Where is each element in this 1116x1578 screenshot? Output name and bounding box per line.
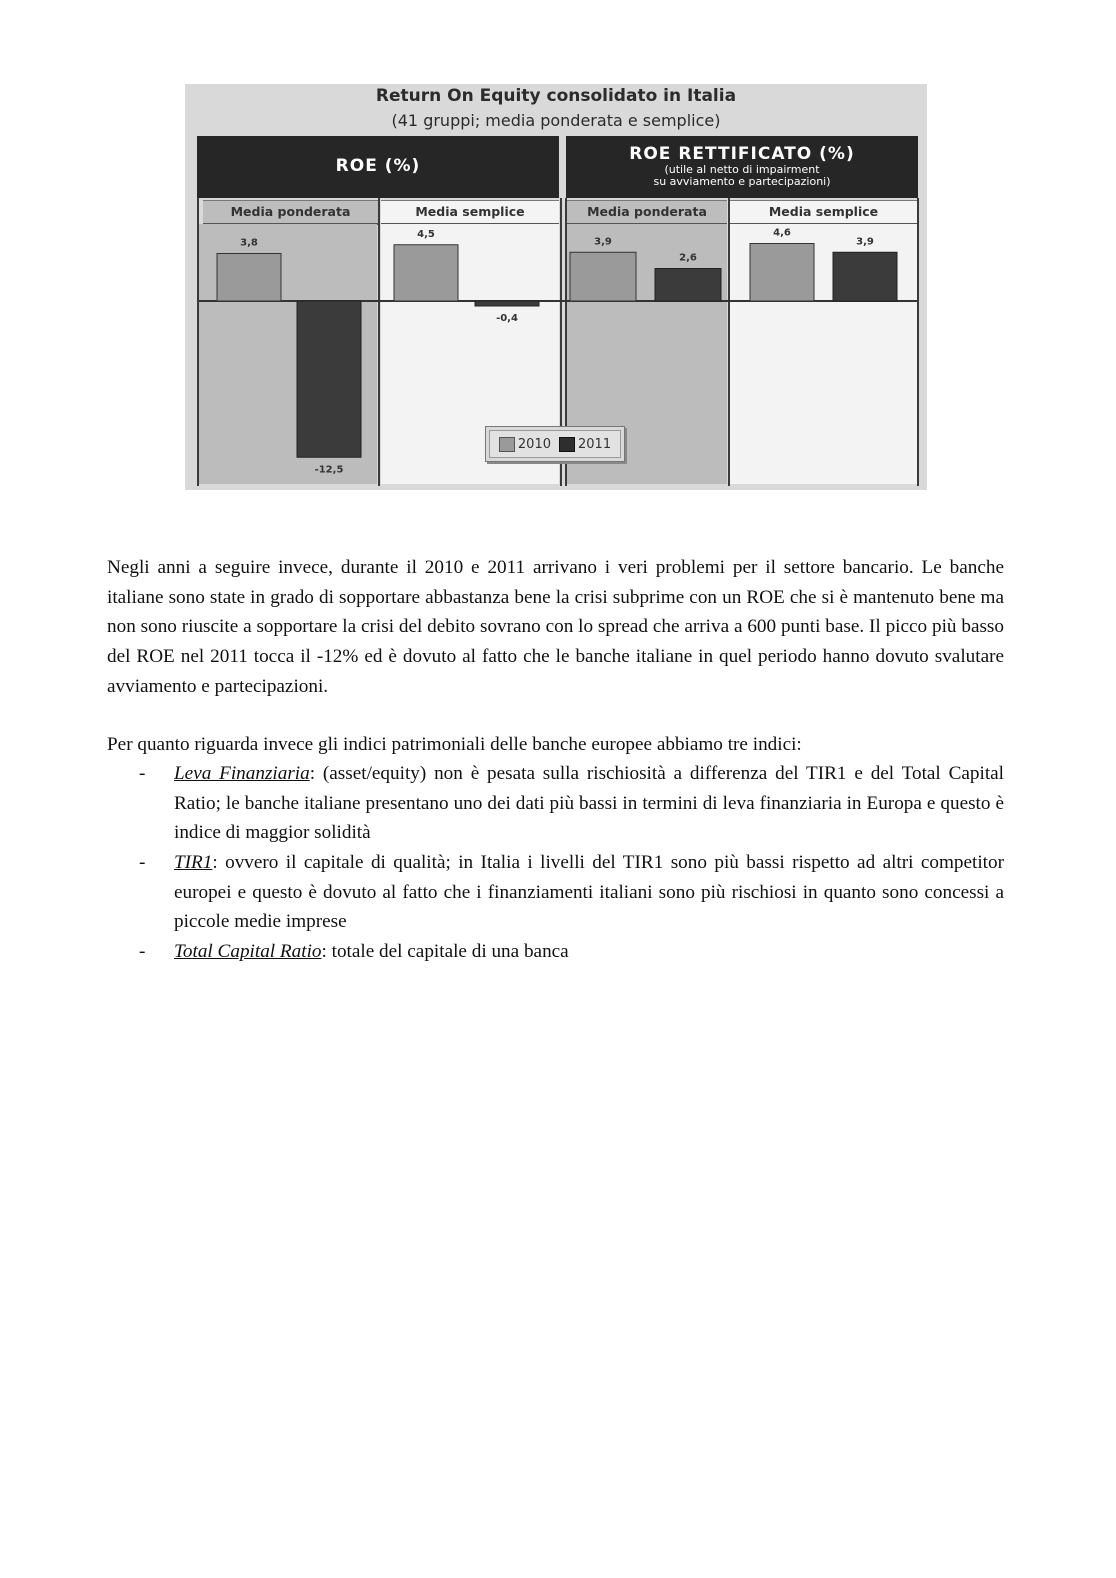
value-label-2010-1: 3,8 — [240, 237, 258, 249]
legend-label-2011: 2011 — [578, 436, 612, 452]
legend-item-2010 — [499, 437, 551, 452]
value-label-2011-4: 3,9 — [856, 236, 874, 248]
bar-2010-1 — [217, 254, 281, 302]
bar-2010-3 — [570, 252, 636, 301]
bar-2010-2 — [394, 245, 458, 301]
legend-label-2010: 2010 — [517, 436, 551, 452]
subheader-rett-ponderata: Media ponderata — [567, 200, 727, 225]
subheader-roe-semplice: Media semplice — [381, 200, 559, 225]
list-bullet: - — [139, 852, 146, 873]
legend-swatch-2010 — [499, 437, 515, 452]
subheader-roe-ponderata: Media ponderata — [203, 200, 378, 225]
panel-title-roe-rettificato: ROE RETTIFICATO (%) — [629, 144, 855, 164]
value-label-2010-4: 4,6 — [773, 227, 791, 239]
term-tir1: TIR1 — [174, 852, 213, 873]
paragraph-roe-crisis: Negli anni a seguire invece, durante il 2010 e 2011 arrivano i veri problemi per il settore bancario. Le banche italiane sono state in grado di sopportare abbastanza bene la crisi subprime con un ROE che si è mantenuto bene ma non sono riuscite a sopportare la crisi del debito sovrano con lo spread che arriva a 600 punti base. Il picco più basso del ROE nel 2011 tocca il -12% ed è dovuto al fatto che le banche italiane in quel periodo hanno dovuto svalutare avviamento e partecipazioni. — [107, 557, 1004, 697]
list-item-leva — [174, 759, 1004, 848]
subheader-rett-semplice: Media semplice — [730, 200, 917, 225]
list-item-tir1 — [174, 848, 1004, 937]
item-text: : totale del capitale di una banca — [321, 941, 569, 962]
legend-item-2011 — [559, 437, 611, 452]
item-text: : (asset/equity) non è pesata sulla rischiosità a differenza del TIR1 e del Total Capital Ratio; le banche italiane presentano uno dei dati più bassi in termini di leva finanziaria in Europa e questo è indice di maggior solidità — [174, 763, 1004, 844]
bar-2011-1 — [297, 301, 361, 457]
value-label-2011-2: -0,4 — [496, 313, 518, 324]
bar-2011-2 — [475, 301, 539, 306]
chart-legend — [485, 426, 625, 462]
value-label-2011-3: 2,6 — [679, 252, 697, 264]
item-text: : ovvero il capitale di qualità; in Italia i livelli del TIR1 sono più bassi rispetto ad altri competitor europei e questo è dovuto al fatto che i finanziamenti italiani sono più rischiosi in quanto sono concessi a piccole medie imprese — [174, 852, 1004, 933]
chart-subtitle: (41 gruppi; media ponderata e semplice) — [391, 111, 721, 130]
panel-note-line1: (utile al netto di impairment — [664, 163, 820, 176]
term-total-capital-ratio: Total Capital Ratio — [174, 941, 322, 962]
list-item-total-capital — [174, 937, 1004, 967]
bar-2011-4 — [833, 252, 897, 301]
panel-note-line2: su avviamento e partecipazioni) — [653, 175, 831, 188]
term-leva-finanziaria: Leva Finanziaria — [174, 763, 310, 784]
chart-title: Return On Equity consolidato in Italia — [375, 86, 737, 106]
bar-2010-4 — [750, 244, 814, 302]
paragraph-indici-intro: Per quanto riguarda invece gli indici patrimoniali delle banche europee abbiamo tre indici: — [107, 734, 802, 755]
panel-title-roe: ROE (%) — [335, 156, 421, 176]
list-bullet: - — [139, 763, 146, 784]
value-label-2010-2: 4,5 — [417, 228, 435, 240]
legend-swatch-2011 — [559, 437, 575, 452]
value-label-2011-1: -12,5 — [314, 464, 344, 476]
value-label-2010-3: 3,9 — [594, 236, 612, 248]
list-bullet: - — [139, 941, 146, 962]
bar-2011-3 — [655, 269, 721, 302]
roe-chart-figure — [185, 84, 927, 490]
